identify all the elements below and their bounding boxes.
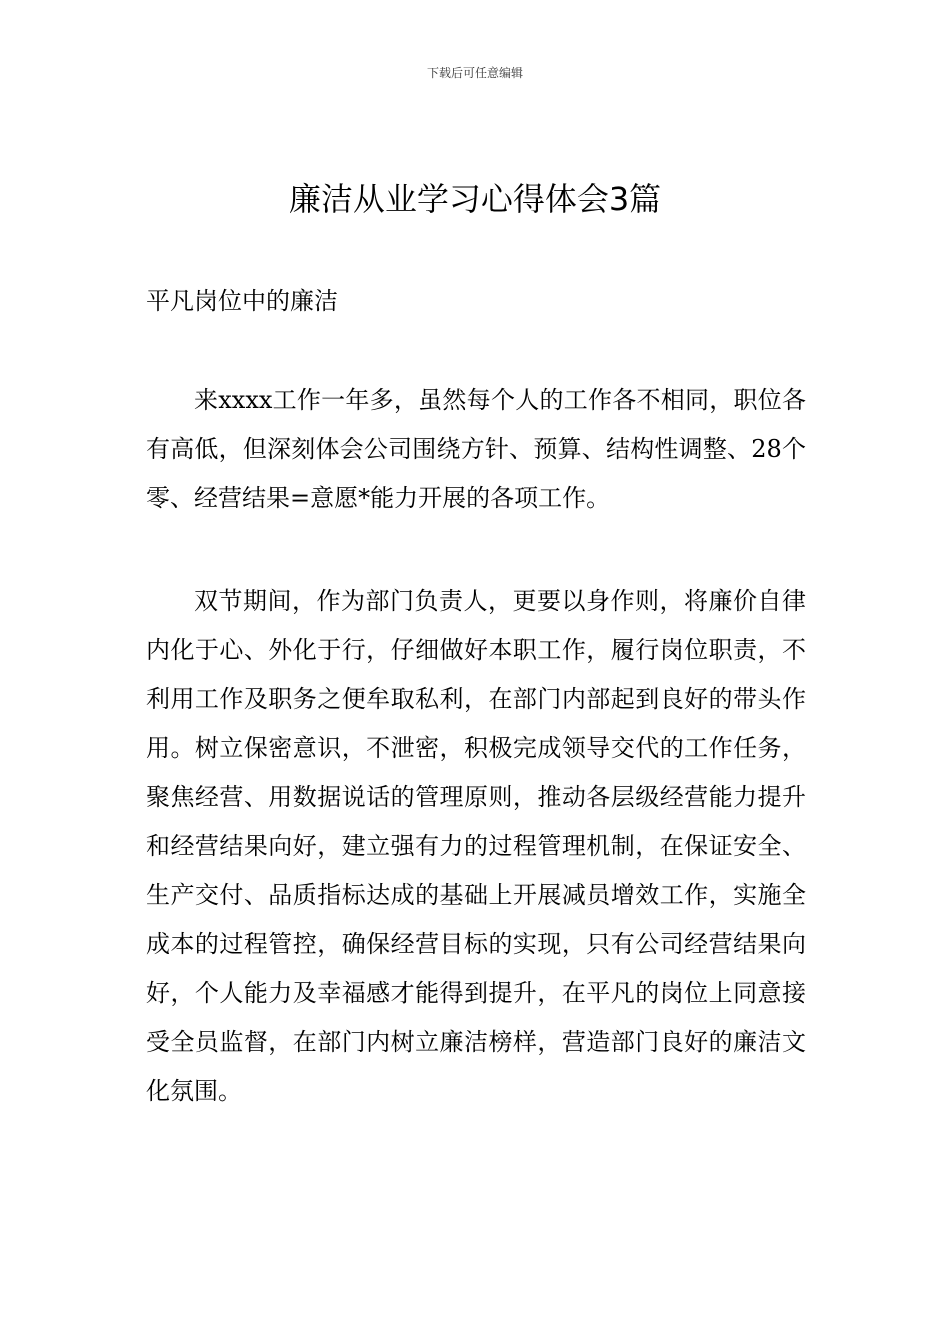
section-heading: 平凡岗位中的廉洁 xyxy=(146,287,338,315)
paragraph-1: 来xxxx工作一年多，虽然每个人的工作各不相同，职位各有高低，但深刻体会公司围绕方针、预算、结构性调整、28个零、经营结果=意愿*能力开展的各项工作。 xyxy=(146,386,806,512)
paragraph-2: 双节期间，作为部门负责人，更要以身作则，将廉价自律内化于心、外化于行，仔细做好本职工作，履行岗位职责，不利用工作及职务之便牟取私利，在部门内部起到良好的带头作用。树立保密意识，不泄密，积极完成领导交代的工作任务，聚焦经营、用数据说话的管理原则，推动各层级经营能力提升和经营结果向好，建立强有力的过程管理机制，在保证安全、生产交付、品质指标达成的基础上开展减员增效工作，实施全成本的过程管控，确保经营目标的实现，只有公司经营结果向好，个人能力及幸福感才能得到提升，在平凡的岗位上同意接受全员监督，在部门内树立廉洁榜样，营造部门良好的廉洁文化氛围。 xyxy=(146,587,806,1105)
document-title: 廉洁从业学习心得体会3篇 xyxy=(288,180,662,218)
header-note: 下载后可任意编辑 xyxy=(426,66,523,80)
